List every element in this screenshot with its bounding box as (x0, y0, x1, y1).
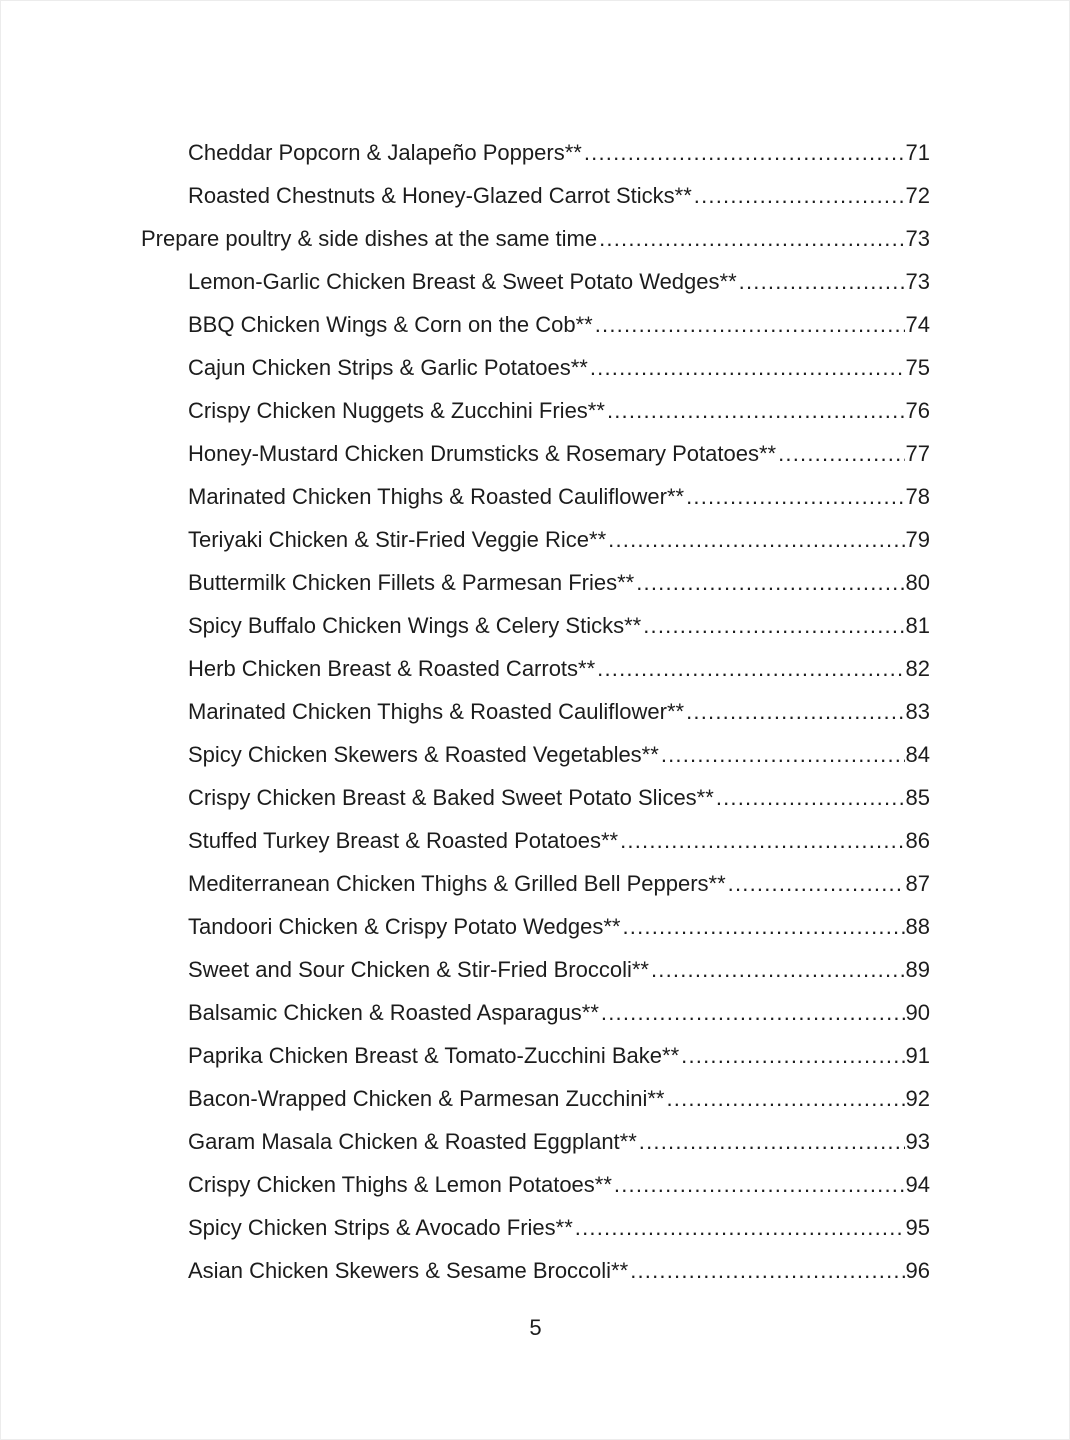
toc-leader-dots (714, 776, 905, 819)
toc-leader-dots (665, 1077, 905, 1120)
toc-leader-dots (634, 561, 904, 604)
toc-entry-label: Teriyaki Chicken & Stir-Fried Veggie Rice** (188, 527, 607, 552)
toc-leader-dots (692, 174, 905, 217)
toc-leader-dots (573, 1206, 905, 1249)
toc-entry-label: Honey-Mustard Chicken Drumsticks & Rosemary Potatoes** (188, 441, 777, 466)
toc-entry-page: 84 (905, 742, 930, 767)
toc-entry-page: 90 (905, 1000, 930, 1025)
toc-entry-page: 94 (905, 1172, 930, 1197)
toc-entry-label: Paprika Chicken Breast & Tomato-Zucchini Bake** (188, 1043, 680, 1068)
toc-entry-label: Bacon-Wrapped Chicken & Parmesan Zucchini** (188, 1086, 665, 1111)
toc-leader-dots (684, 690, 904, 733)
toc-entry[interactable] (141, 174, 930, 217)
toc-entry-label: Asian Chicken Skewers & Sesame Broccoli** (188, 1258, 629, 1283)
toc-entry-label: Buttermilk Chicken Fillets & Parmesan Fries** (188, 570, 635, 595)
toc-entry-page: 89 (905, 957, 930, 982)
toc-leader-dots (612, 1163, 905, 1206)
toc-leader-dots (641, 604, 904, 647)
toc-entry[interactable] (141, 260, 930, 303)
toc-entry[interactable] (141, 1120, 930, 1163)
toc-entry[interactable] (141, 518, 930, 561)
toc-entry-label: Spicy Chicken Skewers & Roasted Vegetables** (188, 742, 659, 767)
toc-leader-dots (593, 303, 905, 346)
toc-leader-dots (597, 217, 904, 260)
toc-entry-page: 72 (905, 183, 930, 208)
toc-leader-dots (737, 260, 905, 303)
toc-entry-label: Sweet and Sour Chicken & Stir-Fried Broccoli** (188, 957, 649, 982)
toc-leader-dots (595, 647, 904, 690)
toc-entry[interactable] (141, 733, 930, 776)
toc-entry-page: 75 (905, 355, 930, 380)
footer-page-number: 5 (529, 1315, 542, 1340)
toc-entry[interactable] (141, 647, 930, 690)
toc-entry-label: Roasted Chestnuts & Honey-Glazed Carrot Sticks** (188, 183, 692, 208)
toc-entry-label: Crispy Chicken Nuggets & Zucchini Fries** (188, 398, 605, 423)
toc-entry-page: 76 (905, 398, 930, 423)
toc-entry-label: Crispy Chicken Thighs & Lemon Potatoes** (188, 1172, 612, 1197)
toc-entry-label: Marinated Chicken Thighs & Roasted Cauliflower** (188, 484, 685, 509)
toc-entry-page: 74 (905, 312, 930, 337)
toc-entry[interactable] (141, 905, 930, 948)
toc-entry[interactable] (141, 948, 930, 991)
toc-entry[interactable] (141, 862, 930, 905)
toc-entry[interactable] (141, 776, 930, 819)
toc-list (141, 131, 930, 1292)
toc-entry-label: BBQ Chicken Wings & Corn on the Cob** (188, 312, 593, 337)
toc-entry-page: 81 (905, 613, 930, 638)
toc-entry[interactable] (141, 475, 930, 518)
toc-entry[interactable] (141, 1249, 930, 1292)
toc-leader-dots (776, 432, 904, 475)
toc-entry-page: 93 (905, 1129, 930, 1154)
toc-entry[interactable] (141, 1077, 930, 1120)
toc-entry[interactable] (141, 1163, 930, 1206)
toc-entry-page: 78 (905, 484, 930, 509)
toc-entry-page: 85 (905, 785, 930, 810)
toc-entry-page: 95 (905, 1215, 930, 1240)
toc-entry-page: 87 (905, 871, 930, 896)
toc-entry-page: 82 (905, 656, 930, 681)
toc-entry[interactable] (141, 217, 930, 260)
toc-entry[interactable] (141, 432, 930, 475)
toc-entry[interactable] (141, 819, 930, 862)
toc-entry[interactable] (141, 561, 930, 604)
toc-entry[interactable] (141, 131, 930, 174)
toc-leader-dots (599, 991, 905, 1034)
toc-entry-label: Cheddar Popcorn & Jalapeño Poppers** (188, 140, 582, 165)
toc-leader-dots (649, 948, 905, 991)
toc-entry-label: Cajun Chicken Strips & Garlic Potatoes** (188, 355, 588, 380)
toc-leader-dots (679, 1034, 904, 1077)
toc-entry-page: 79 (905, 527, 930, 552)
toc-entry-label: Lemon-Garlic Chicken Breast & Sweet Potato Wedges** (188, 269, 737, 294)
toc-leader-dots (628, 1249, 904, 1292)
toc-entry-label: Spicy Chicken Strips & Avocado Fries** (188, 1215, 573, 1240)
toc-entry-page: 73 (905, 269, 930, 294)
toc-entry-label: Balsamic Chicken & Roasted Asparagus** (188, 1000, 599, 1025)
toc-entry-page: 91 (905, 1043, 930, 1068)
toc-entry[interactable] (141, 346, 930, 389)
toc-leader-dots (684, 475, 904, 518)
toc-entry-page: 73 (905, 226, 930, 251)
toc-leader-dots (726, 862, 905, 905)
toc-leader-dots (659, 733, 905, 776)
toc-entry[interactable] (141, 1206, 930, 1249)
toc-entry-label: Crispy Chicken Breast & Baked Sweet Potato Slices** (188, 785, 714, 810)
toc-entry-label: Prepare poultry & side dishes at the same time (141, 226, 598, 251)
toc-entry[interactable] (141, 604, 930, 647)
toc-leader-dots (637, 1120, 905, 1163)
toc-entry-label: Tandoori Chicken & Crispy Potato Wedges** (188, 914, 621, 939)
toc-entry[interactable] (141, 389, 930, 432)
toc-entry-page: 77 (905, 441, 930, 466)
toc-entry-label: Spicy Buffalo Chicken Wings & Celery Sticks** (188, 613, 642, 638)
toc-entry[interactable] (141, 690, 930, 733)
toc-entry-label: Garam Masala Chicken & Roasted Eggplant** (188, 1129, 637, 1154)
toc-leader-dots (620, 905, 904, 948)
toc-entry-page: 86 (905, 828, 930, 853)
toc-entry-page: 71 (905, 140, 930, 165)
toc-entry-page: 83 (905, 699, 930, 724)
toc-leader-dots (606, 518, 904, 561)
toc-entry-label: Mediterranean Chicken Thighs & Grilled Bell Peppers** (188, 871, 726, 896)
toc-entry[interactable] (141, 1034, 930, 1077)
toc-entry-page: 88 (905, 914, 930, 939)
toc-leader-dots (618, 819, 904, 862)
toc-entry-page: 96 (905, 1258, 930, 1283)
toc-leader-dots (588, 346, 905, 389)
toc-leader-dots (605, 389, 905, 432)
toc-entry[interactable] (141, 991, 930, 1034)
toc-entry-label: Marinated Chicken Thighs & Roasted Cauliflower** (188, 699, 685, 724)
toc-leader-dots (582, 131, 905, 174)
toc-entry-label: Stuffed Turkey Breast & Roasted Potatoes** (188, 828, 619, 853)
toc-entry-page: 80 (905, 570, 930, 595)
toc-entry-label: Herb Chicken Breast & Roasted Carrots** (188, 656, 596, 681)
toc-entry-page: 92 (905, 1086, 930, 1111)
toc-entry[interactable] (141, 303, 930, 346)
